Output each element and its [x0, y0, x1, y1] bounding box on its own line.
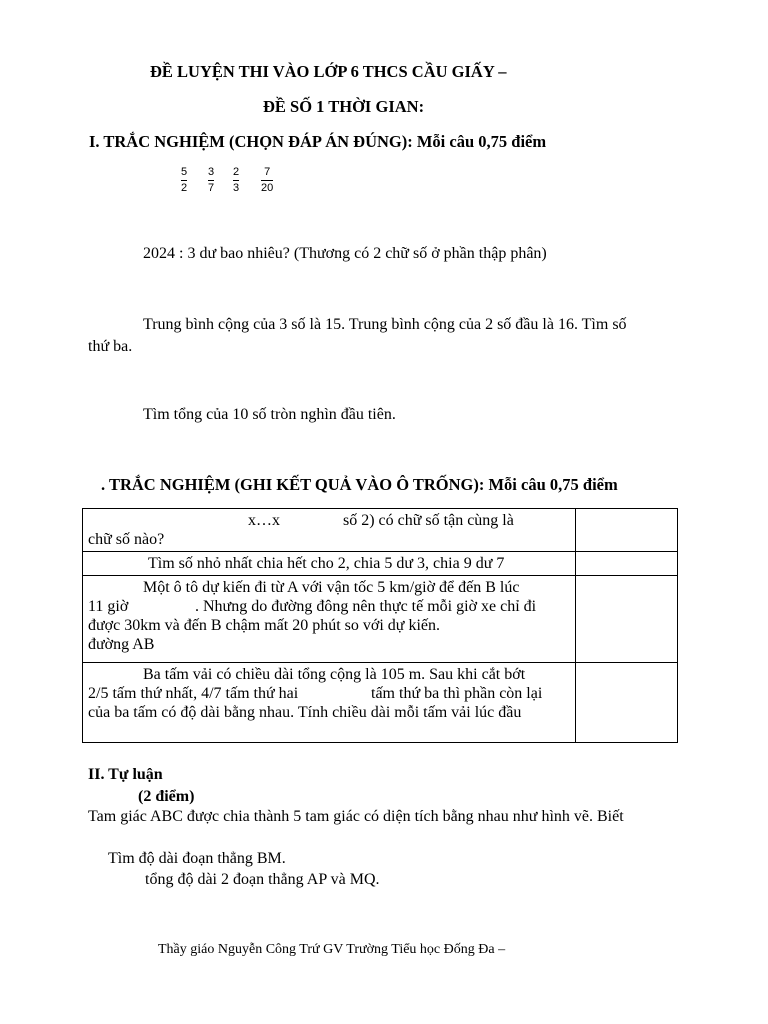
fraction-option: [181, 166, 187, 195]
fraction-option: [233, 166, 239, 195]
fraction-denominator: 7: [208, 182, 215, 194]
question-text: đường AB: [88, 636, 155, 653]
page-footer: Thầy giáo Nguyễn Công Trứ GV Trường Tiểu học Đống Đa –: [158, 942, 506, 957]
fraction-numerator: 2: [233, 166, 240, 178]
section-3-points: (2 điểm): [138, 788, 195, 805]
answer-box[interactable]: [576, 663, 678, 743]
exam-subtitle: ĐỀ SỐ 1 THỜI GIAN:: [263, 97, 425, 116]
question-text: của ba tấm có độ dài bằng nhau. Tính chiều dài mỗi tấm vải lúc đầu: [88, 704, 522, 721]
fraction-numerator: 3: [208, 166, 215, 178]
fraction-denominator: 20: [261, 182, 274, 194]
essay-task-a: Tìm độ dài đoạn thẳng BM.: [108, 850, 286, 867]
fraction-option: [208, 166, 214, 195]
question-text: chữ số nào?: [88, 531, 165, 548]
question-text: tấm thứ ba thì phần còn lại: [371, 685, 543, 702]
table-row: [83, 663, 678, 743]
section-2-heading: . TRẮC NGHIỆM (GHI KẾT QUẢ VÀO Ô TRỐNG): Mỗi câu 0,75 điểm: [101, 475, 618, 494]
section-3-heading: II. Tự luận: [88, 766, 163, 783]
fraction-numerator: 5: [181, 166, 188, 178]
fraction-option: [261, 166, 273, 195]
question-2: 2024 : 3 dư bao nhiêu? (Thương có 2 chữ số ở phần thập phân): [143, 245, 547, 262]
question-text: 2/5 tấm thứ nhất, 4/7 tấm thứ hai: [88, 685, 299, 702]
essay-intro: Tam giác ABC được chia thành 5 tam giác có diện tích bằng nhau như hình vẽ. Biết: [88, 808, 624, 825]
answer-box[interactable]: [576, 552, 678, 576]
question-4: Tìm tổng của 10 số tròn nghìn đầu tiên.: [143, 406, 396, 423]
answer-box[interactable]: [576, 509, 678, 552]
question-text: Một ô tô dự kiến đi từ A với vận tốc 5 km/giờ để đến B lúc: [143, 579, 520, 596]
table-row: [83, 552, 678, 576]
question-3-line1: Trung bình cộng của 3 số là 15. Trung bình cộng của 2 số đầu là 16. Tìm số: [143, 316, 627, 333]
question-text: số 2) có chữ số tận cùng là: [343, 512, 514, 529]
question-cell: [83, 576, 576, 663]
essay-task-b: tổng độ dài 2 đoạn thẳng AP và MQ.: [145, 871, 380, 888]
question-text: 11 giờ: [88, 598, 129, 615]
fraction-numerator: 7: [264, 166, 271, 178]
answer-box[interactable]: [576, 576, 678, 663]
question-cell: [83, 552, 576, 576]
question-text: Tìm số nhỏ nhất chia hết cho 2, chia 5 dư 3, chia 9 dư 7: [148, 555, 505, 572]
question-text: Ba tấm vải có chiều dài tổng cộng là 105 m. Sau khi cắt bớt: [143, 666, 526, 683]
question-text: x…x: [248, 512, 280, 529]
answer-table: [82, 508, 678, 743]
table-row: [83, 576, 678, 663]
question-cell: [83, 509, 576, 552]
table-row: [83, 509, 678, 552]
section-1-heading: I. TRẮC NGHIỆM (CHỌN ĐÁP ÁN ĐÚNG): Mỗi câu 0,75 điểm: [89, 132, 547, 151]
question-text: . Nhưng do đường đông nên thực tế mỗi giờ xe chỉ đi: [195, 598, 537, 615]
question-cell: [83, 663, 576, 743]
question-text: được 30km và đến B chậm mất 20 phút so với dự kiến.: [88, 617, 440, 634]
document-title: ĐỀ LUYỆN THI VÀO LỚP 6 THCS CẦU GIẤY –: [150, 62, 507, 81]
question-3-line2: thứ ba.: [88, 338, 133, 355]
fraction-denominator: 3: [233, 182, 240, 194]
fraction-denominator: 2: [181, 182, 188, 194]
